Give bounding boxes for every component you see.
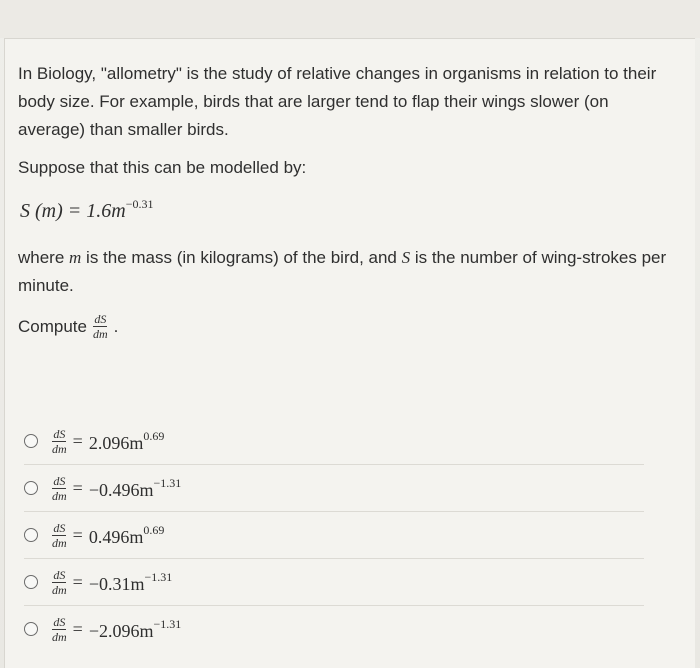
where-S: S: [401, 248, 411, 267]
option-3-exponent: 0.69: [143, 522, 165, 537]
option-2[interactable]: [24, 465, 644, 512]
top-bar: [0, 0, 700, 38]
radio-button-1[interactable]: [24, 434, 38, 448]
option-2-equals: =: [72, 477, 83, 498]
option-4-exponent: −1.31: [144, 569, 173, 584]
formula-exponent: −0.31: [125, 197, 154, 211]
compute-period: .: [113, 316, 119, 336]
question-intro: [18, 60, 668, 144]
compute-prompt: [18, 313, 118, 340]
model-formula: [20, 197, 153, 223]
option-5-expr: [89, 617, 181, 642]
option-1-expr: [89, 429, 165, 454]
option-4-frac-num: dS: [53, 567, 66, 582]
option-1-expression: [52, 428, 164, 455]
intro-text-1: In Biology, "allometry" is the study of relative changes in organisms in relation to their body size. For example, birds that are: [18, 64, 657, 111]
option-5-equals: =: [72, 618, 83, 639]
option-1[interactable]: [24, 418, 644, 465]
option-5-exponent: −1.31: [153, 616, 182, 631]
option-3-frac-num: dS: [53, 520, 66, 535]
where-text-2: is the mass (in kilograms) of the bird, and: [81, 248, 402, 267]
where-text: [18, 244, 668, 300]
option-1-equals: =: [72, 430, 83, 451]
option-1-fraction: [52, 428, 67, 455]
compute-frac-num: dS: [94, 312, 107, 326]
intro-larger-word: larger: [307, 92, 351, 111]
formula-lhs: S (m) = 1.6m: [20, 200, 126, 222]
option-4-frac-den: dm: [52, 582, 67, 597]
option-5-expression: [52, 616, 181, 643]
option-2-expression: [52, 475, 181, 502]
option-2-exponent: −1.31: [153, 475, 182, 490]
option-4-equals: =: [72, 571, 83, 592]
intro-text-2: tend to flap their wings slower (on average) than smaller birds.: [18, 92, 609, 139]
option-3-base: 0.496m: [88, 526, 144, 547]
radio-button-5[interactable]: [24, 622, 38, 636]
option-2-frac-num: dS: [53, 473, 66, 488]
compute-label: Compute: [18, 316, 87, 336]
option-3-frac-den: dm: [52, 535, 67, 550]
option-1-frac-den: dm: [52, 441, 67, 456]
option-5-frac-num: dS: [53, 614, 66, 629]
option-5-base: −2.096m: [88, 620, 154, 641]
compute-fraction: [93, 313, 108, 340]
option-3-fraction: [52, 522, 67, 549]
suppose-text: Suppose that this can be modelled by:: [18, 158, 307, 177]
option-5-frac-den: dm: [52, 629, 67, 644]
option-3-expr: [89, 523, 165, 548]
radio-button-4[interactable]: [24, 575, 38, 589]
radio-button-2[interactable]: [24, 481, 38, 495]
compute-frac-den: dm: [92, 327, 108, 341]
option-4-base: −0.31m: [88, 573, 145, 594]
option-2-fraction: [52, 475, 67, 502]
option-1-frac-num: dS: [53, 426, 66, 441]
option-4-expr: [89, 570, 172, 595]
option-4-expression: [52, 569, 172, 596]
answer-options: [24, 418, 644, 652]
option-4[interactable]: [24, 559, 644, 606]
option-2-expr: [89, 476, 181, 501]
option-1-base: 2.096m: [88, 432, 144, 453]
option-3[interactable]: [24, 512, 644, 559]
where-m: m: [69, 248, 82, 267]
option-2-base: −0.496m: [88, 479, 154, 500]
where-text-3: is the number of wing-strokes per minute.: [18, 248, 667, 295]
option-5-fraction: [52, 616, 67, 643]
option-2-frac-den: dm: [52, 488, 67, 503]
option-3-equals: =: [72, 524, 83, 545]
radio-button-3[interactable]: [24, 528, 38, 542]
option-3-expression: [52, 522, 164, 549]
option-1-exponent: 0.69: [143, 428, 165, 443]
where-text-1: where: [18, 248, 70, 267]
option-4-fraction: [52, 569, 67, 596]
option-5[interactable]: [24, 606, 644, 652]
